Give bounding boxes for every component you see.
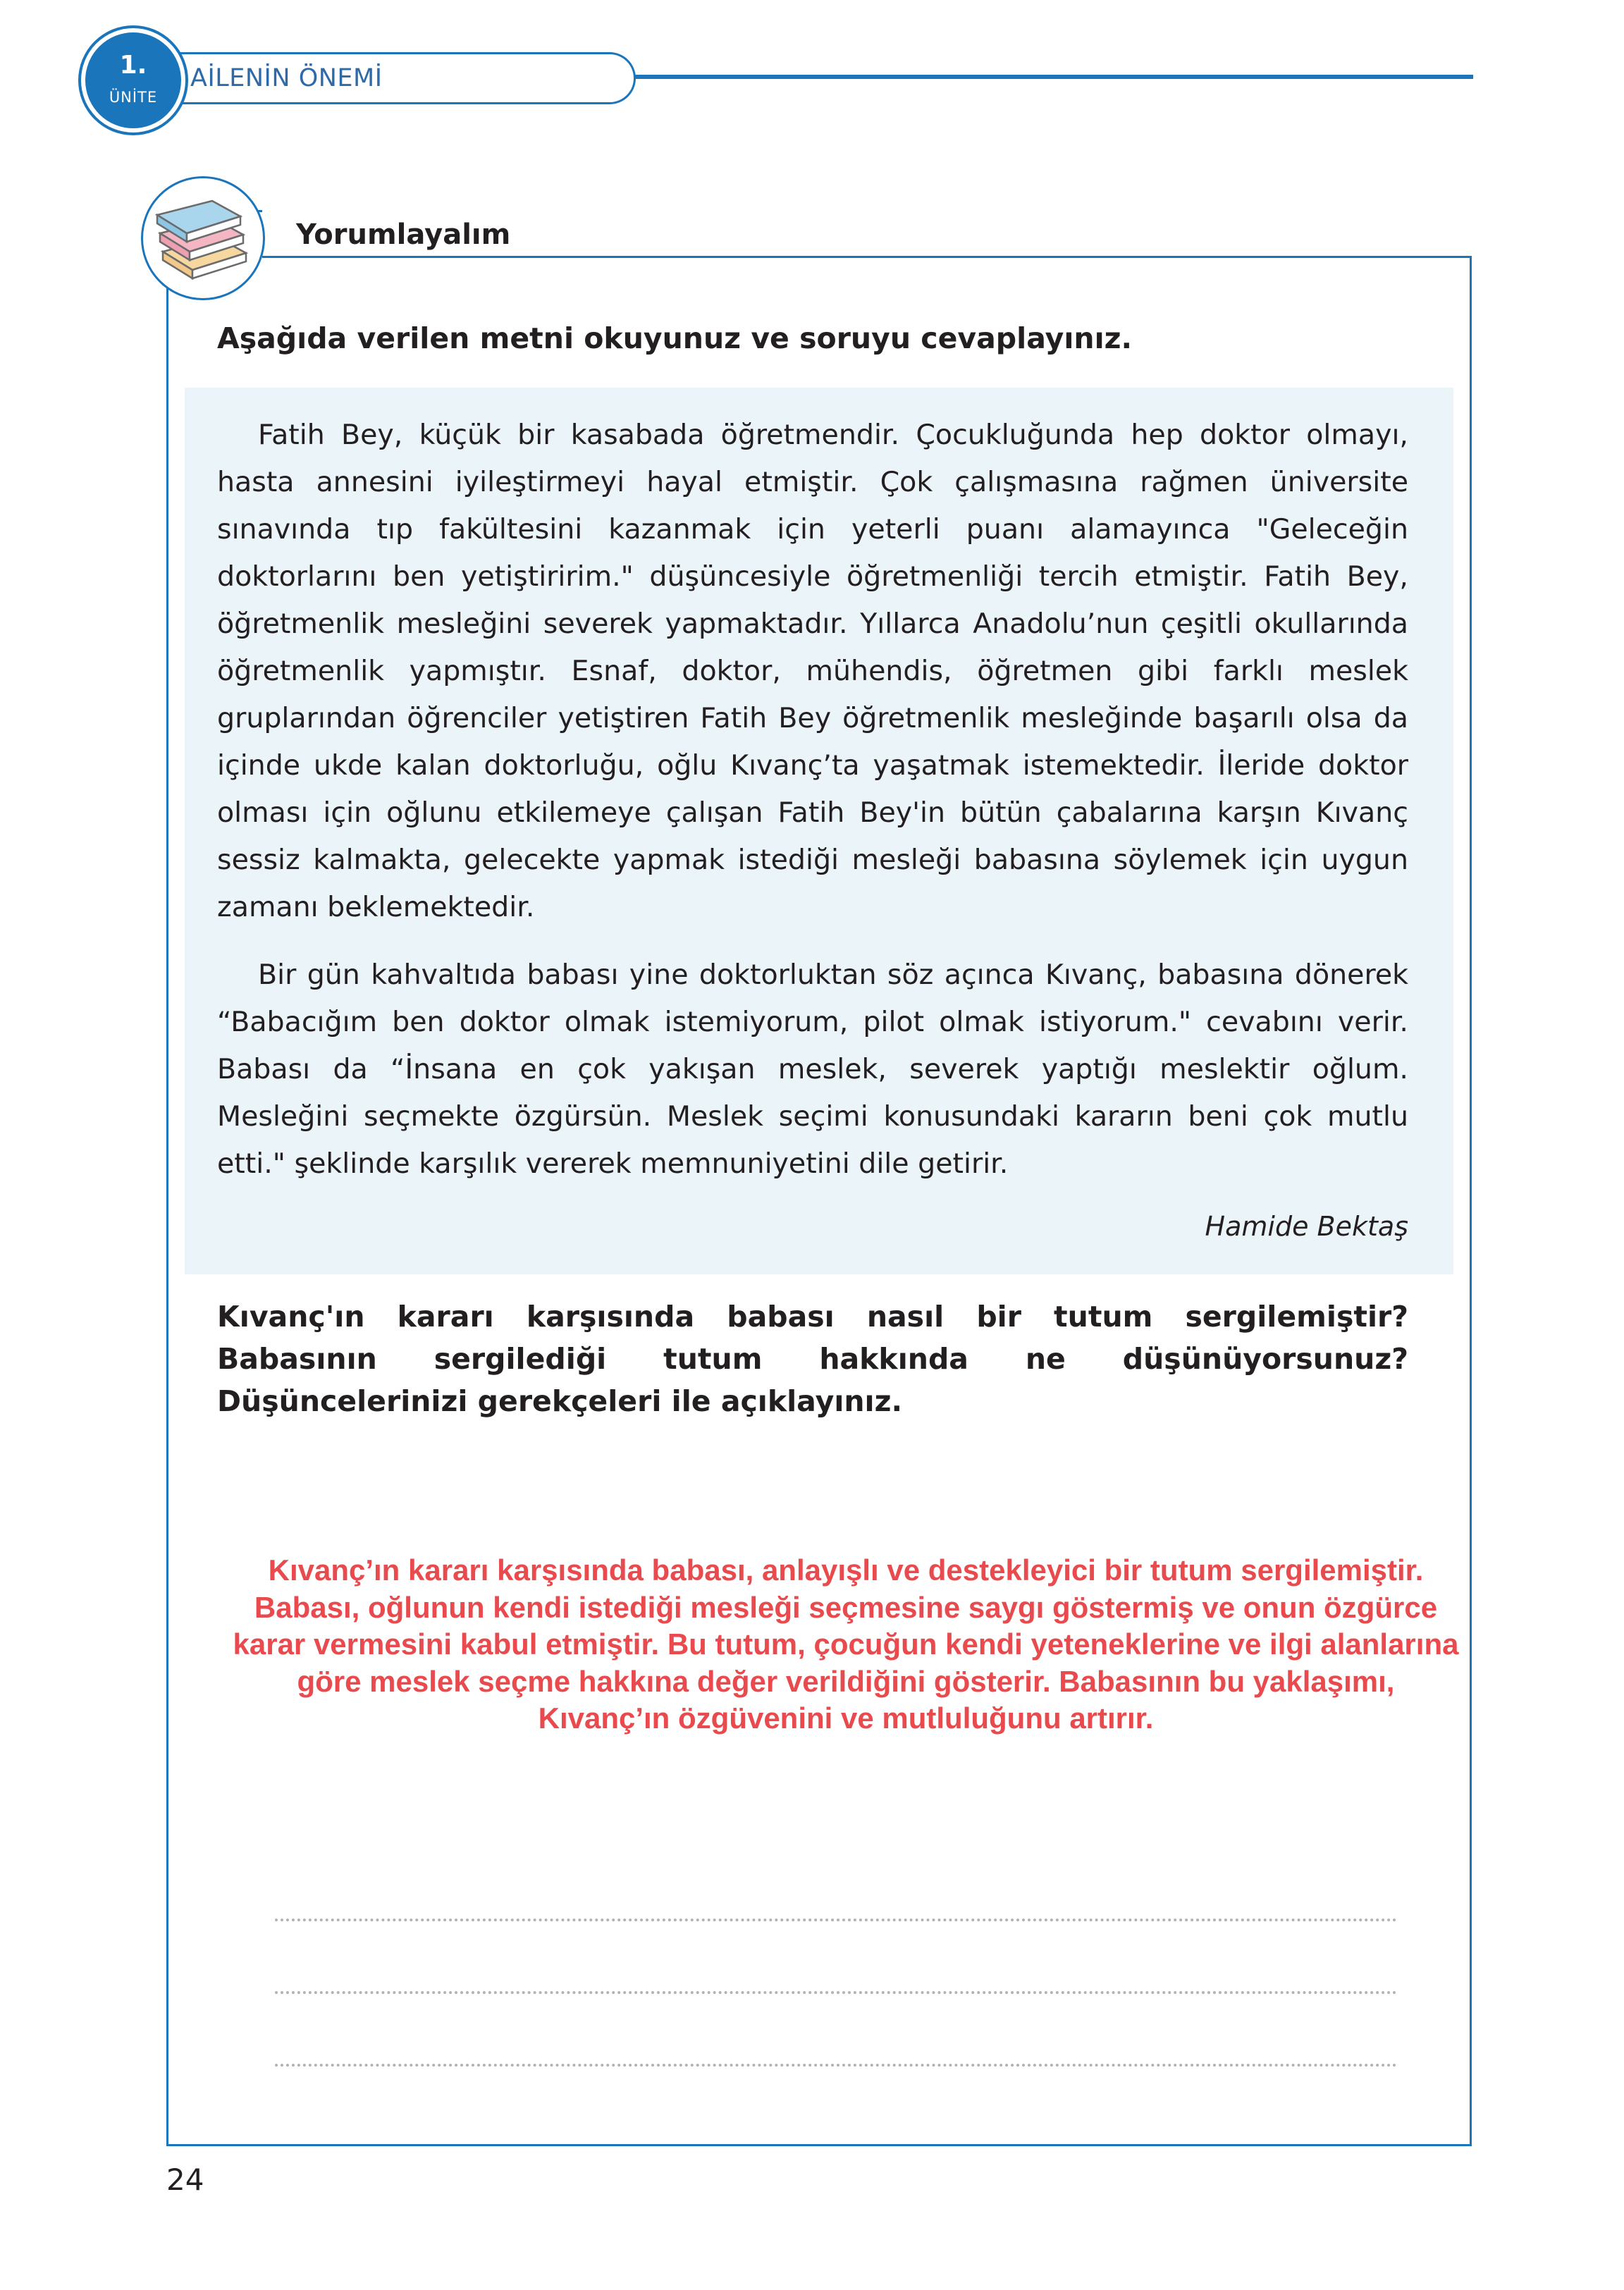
instruction-text: Aşağıda verilen metni okuyunuz ve soruyu cevaplayınız. — [217, 321, 1133, 355]
answer-line-3[interactable] — [275, 2064, 1397, 2067]
passage-paragraph-1: Fatih Bey, küçük bir kasabada öğretmendir. Çocukluğunda hep doktor olmayı, hasta annesini iyileştirmeyi hayal etmiştir. Çok çalışmasına rağmen üniversite sınavında tıp fakültesini kazanmak için yeterli puanı alamayınca "Geleceğin doktorlarını ben yetiştiririm." düşüncesiyle öğretmenliği tercih etmiştir. Fatih Bey, öğretmenlik mesleğini severek yapmaktadır. Yıllarca Anadolu’nun çeşitli okullarında öğretmenlik yapmıştır. Esnaf, doktor, mühendis, öğretmen gibi farklı meslek gruplarından öğrenciler yetiştiren Fatih Bey öğretmenlik mesleğinde başarılı olsa da içinde ukde kalan doktorluğu, oğlu Kıvanç’ta yaşatmak istemektedir. İleride doktor olması için oğlunu etkilemeye çalışan Fatih Bey'in bütün çabalarına karşın Kıvanç sessiz kalmakta, gelecekte yapmak istediği mesleği babasına söylemek için uygun zamanı beklemektedir. — [217, 419, 1408, 923]
books-icon — [141, 176, 265, 300]
passage-author: Hamide Bektaş — [1205, 1211, 1408, 1242]
unit-title: AİLENİN ÖNEMİ — [190, 64, 383, 92]
answer-line-2[interactable] — [275, 1991, 1397, 1994]
section-header — [262, 210, 1472, 258]
passage-paragraph-2: Bir gün kahvaltıda babası yine doktorluktan söz açınca Kıvanç, babasına dönerek “Babacığım ben doktor olmak istemiyorum, pilot olmak istiyorum." cevabını verir. Babası da “İnsana en çok yakışan meslek, severek yaptığı meslektir oğlum. Mesleğini seçmekte özgürsün. Meslek seçimi konusundaki kararın beni çok mutlu etti." şeklinde karşılık vererek memnuniyetini dile getirir. — [217, 959, 1408, 1180]
unit-label: ÜNİTE — [109, 89, 158, 106]
unit-title-tab — [134, 52, 636, 104]
answer-text: Kıvanç’ın kararı karşısında babası, anlayışlı ve destekleyici bir tutum sergilemiştir. Babası, oğlunun kendi istediği mesleği seçmesine saygı göstermiş ve onun özgürce karar vermesini kabul etmiştir. Bu tutum, çocuğun kendi yeteneklerine ve ilgi alanlarına göre meslek seçme hakkına değer verildiğini gösterir. Babasının bu yaklaşımı, Kıvanç’ın özgüvenini ve mutluluğunu artırır. — [233, 1553, 1459, 1735]
question-text: Kıvanç'ın kararı karşısında babası nasıl bir tutum sergilemiştir? Babasının sergilediği tutum hakkında ne düşünüyorsunuz? Düşüncelerinizi gerekçeleri ile açıklayınız. — [217, 1300, 1408, 1418]
page-number: 24 — [166, 2162, 204, 2197]
unit-badge — [81, 28, 185, 133]
answer-line-1[interactable] — [275, 1919, 1397, 1921]
section-title: Yorumlayalım — [296, 218, 511, 251]
header-rule — [620, 75, 1473, 79]
unit-number: 1. — [119, 51, 147, 80]
reading-passage — [185, 388, 1453, 1274]
